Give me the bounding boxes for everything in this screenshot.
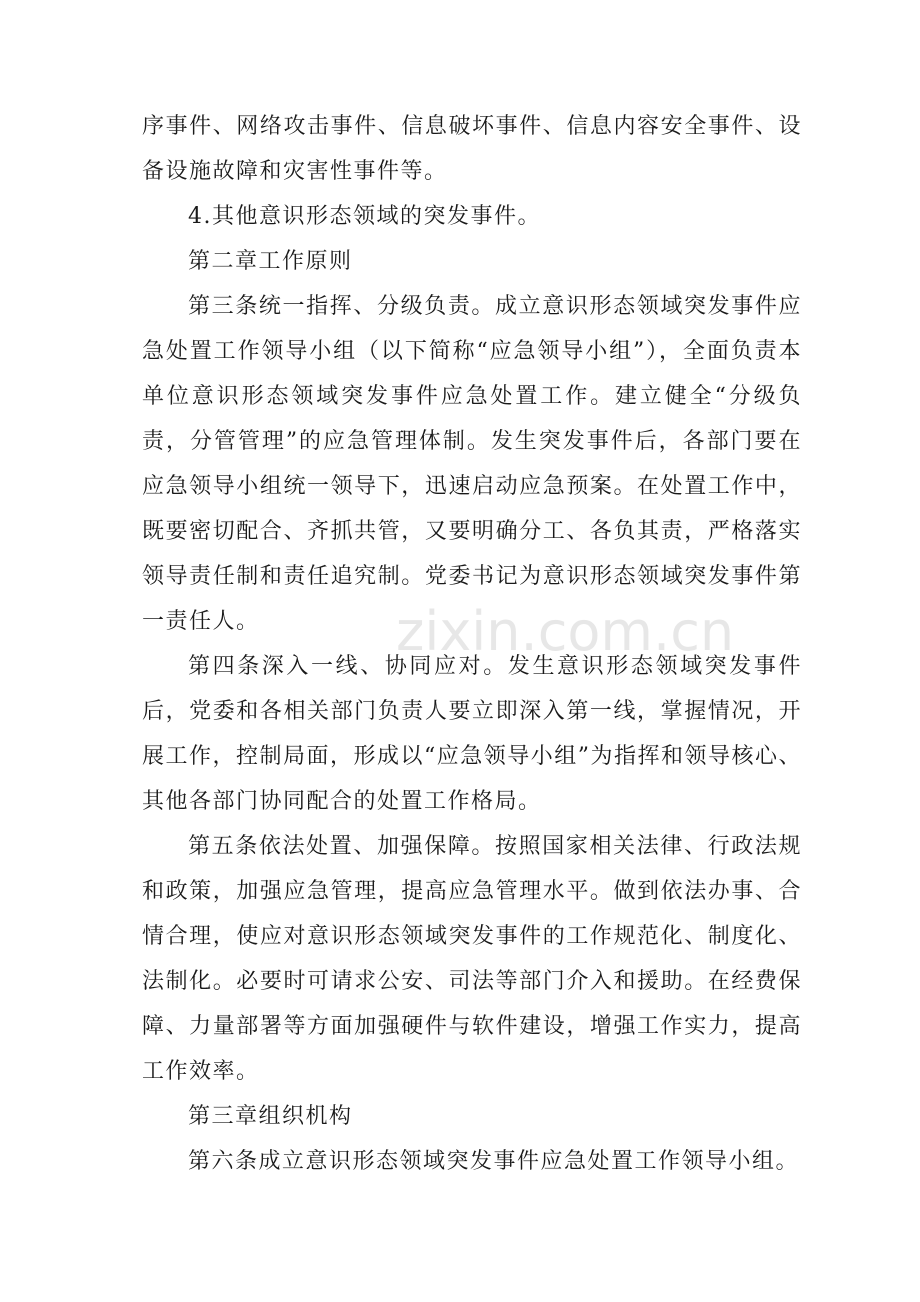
paragraph-1: 序事件、网络攻击事件、信息破坏事件、信息内容安全事件、设备设施故障和灾害性事件等。	[142, 114, 802, 184]
chapter-heading-3: 第三章组织机构	[188, 1104, 353, 1129]
watermark: zixin.com.cn	[396, 600, 735, 663]
article-6: 第六条成立意识形态领域突发事件应急处置工作领导小组。	[188, 1149, 800, 1174]
chapter-heading-2: 第二章工作原则	[188, 249, 353, 274]
article-3: 第三条统一指挥、分级负责。成立意识形态领域突发事件应急处置工作领导小组（以下简称“应急领导小组”），全面负责本单位意识形态领域突发事件应急处置工作。建立健全“分级负责，分管管理”的应急管理体制。发生突发事件后，各部门要在应急领导小组统一领导下，迅速启动应急预案。在处置工作中，既要密切配合、齐抓共管，又要明确分工、各负其责，严格落实领导责任制和责任追究制。党委书记为意识形态领域突发事件第一责任人。	[142, 294, 802, 634]
article-4: 第四条深入一线、协同应对。发生意识形态领域突发事件后，党委和各相关部门负责人要立即深入第一线，掌握情况，开展工作，控制局面，形成以“应急领导小组”为指挥和领导核心、其他各部门协同配合的处置工作格局。	[142, 654, 802, 814]
paragraph-2: 4.其他意识形态领域的突发事件。	[188, 204, 541, 229]
document-body	[142, 104, 802, 1184]
article-5: 第五条依法处置、加强保障。按照国家相关法律、行政法规和政策，加强应急管理，提高应急管理水平。做到依法办事、合情合理，使应对意识形态领域突发事件的工作规范化、制度化、法制化。必要时可请求公安、司法等部门介入和援助。在经费保障、力量部署等方面加强硬件与软件建设，增强工作实力，提高工作效率。	[142, 834, 802, 1084]
